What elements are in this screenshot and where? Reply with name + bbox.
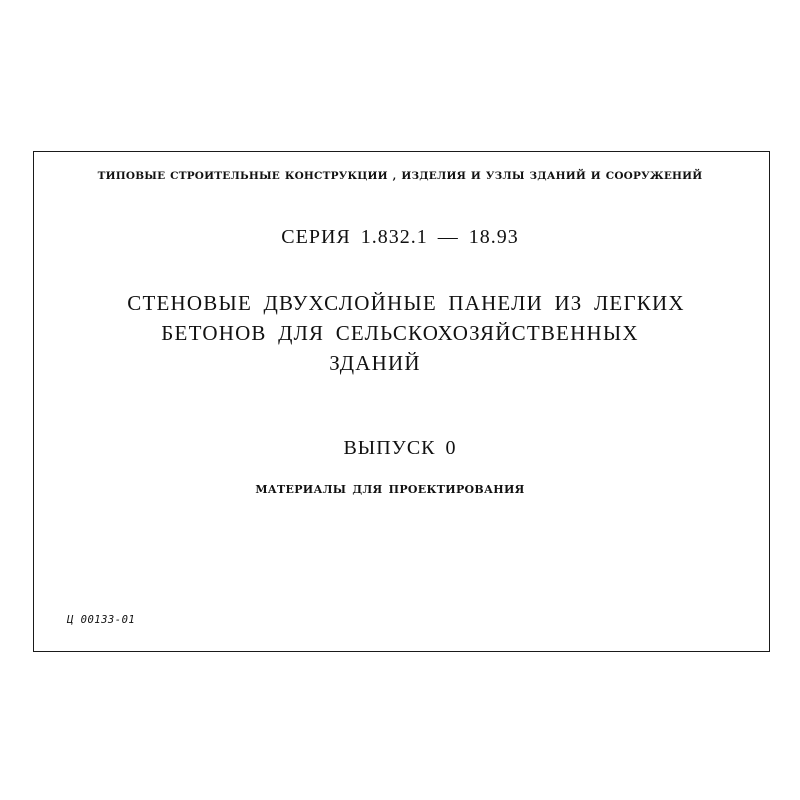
- issue-subtitle: МАТЕРИАЛЫ ДЛЯ ПРОЕКТИРОВАНИЯ: [255, 483, 525, 496]
- title-line-2: БЕТОНОВ ДЛЯ СЕЛЬСКОХОЗЯЙСТВЕННЫХ: [161, 321, 639, 345]
- standard-header: ТИПОВЫЕ СТРОИТЕЛЬНЫЕ КОНСТРУКЦИИ , ИЗДЕЛИЯ И УЗЛЫ ЗДАНИЙ И СООРУЖЕНИЙ: [97, 170, 703, 182]
- document-title: [100, 288, 700, 378]
- title-line-3: ЗДАНИЙ: [329, 351, 421, 375]
- title-line-1: СТЕНОВЫЕ ДВУХСЛОЙНЫЕ ПАНЕЛИ ИЗ ЛЕГКИХ: [127, 291, 685, 315]
- document-code: Ц 00133-01: [67, 614, 136, 626]
- issue-number: ВЫПУСК 0: [343, 437, 457, 459]
- series-number: СЕРИЯ 1.832.1 — 18.93: [281, 226, 519, 248]
